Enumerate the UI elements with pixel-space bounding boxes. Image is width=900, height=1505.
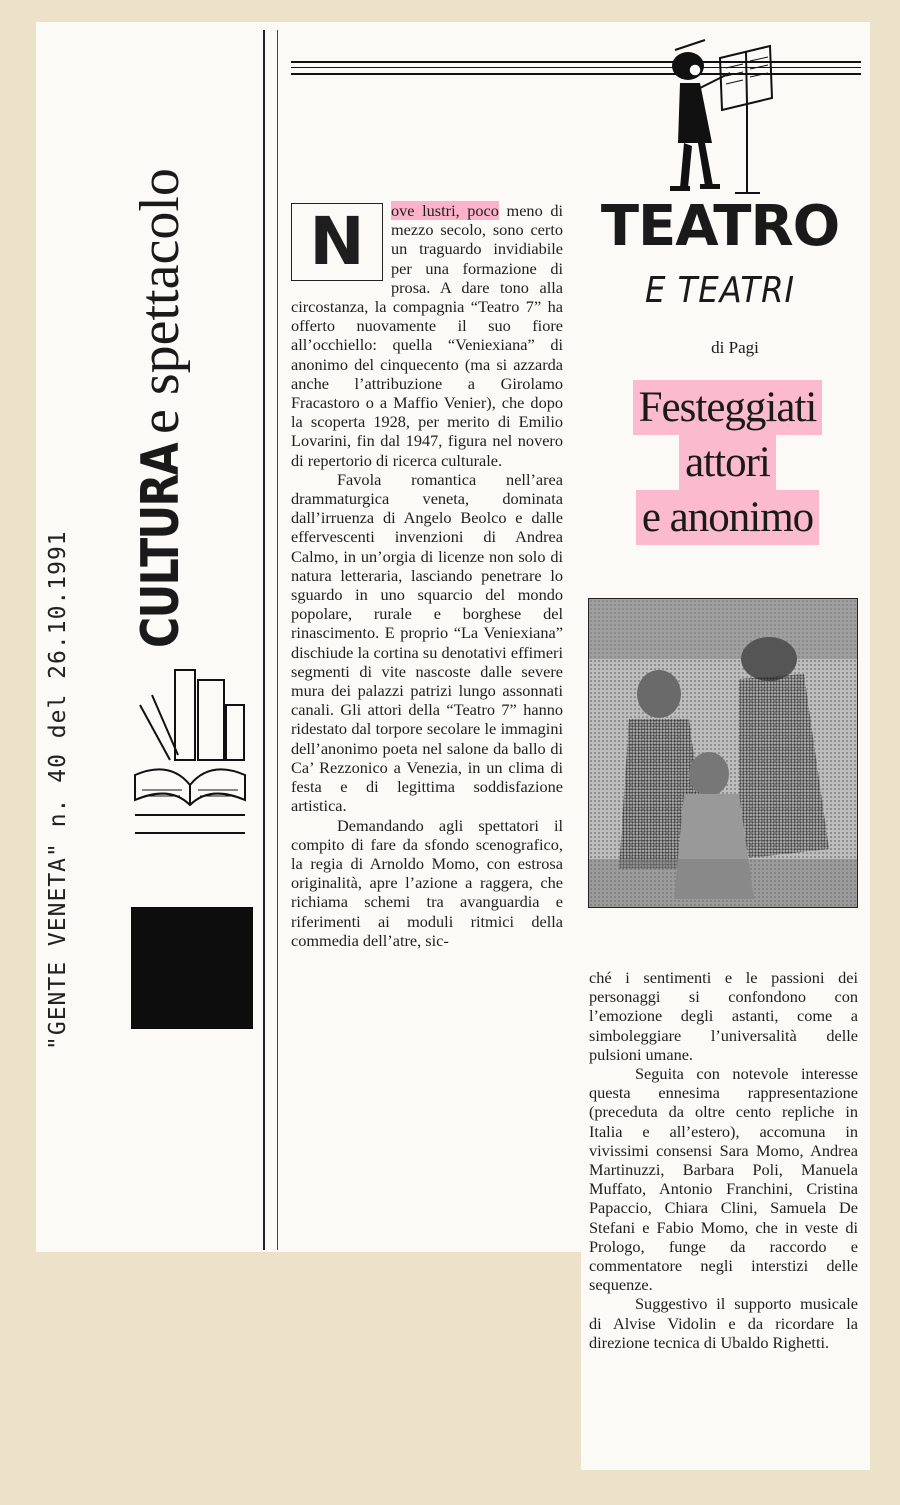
highlighted-text: ove lustri, poco <box>391 201 499 220</box>
byline: di Pagi <box>711 338 759 357</box>
dropcap: N <box>291 203 383 281</box>
section-heading-light: e spettacolo <box>129 168 191 434</box>
paragraph-3: Demandando agli spettatori il compito di fare da sfondo scenografico, la regia di Arnoldo Momo, con estrosa originalità, apre l’azione a raggera, che richiama schemi tra avanguardia e riferimenti ai moduli ritmici della commedia dell’atre, sic- <box>291 815 563 950</box>
musician-illustration <box>650 28 780 198</box>
headline-line-1: Festeggiati <box>633 380 823 435</box>
section-black-block <box>131 907 253 1029</box>
source-stamp: "GENTE VENETA" n. 40 del 26.10.1991 <box>45 530 71 1050</box>
headline-line-3: e anonimo <box>636 490 819 545</box>
section-heading-bold: CULTURA <box>131 443 191 648</box>
column-rule-thin <box>277 30 278 1250</box>
column-subtitle: E TEATRI <box>645 270 795 311</box>
paragraph-2: Favola romantica nell’area drammaturgica veneta, dominata dall’irruenza di Angelo Beolco e dalle effervescenti invenzioni di Andrea Calmo, in un’orgia di licenze non solo di natura letteraria, lasciando penetrare lo sguardo in uno squarcio del mondo popolare, rurale e borghese del rinascimento. E proprio “La Veniexiana” dischiude la cortina su denotativi effimeri segmenti di vite nascoste dalle severe mura dei palazzi patrizi lungo assonnati canali. Gli attori della “Teatro 7” hanno ridestato dal torpore secolare le immagini dell’anonimo poeta nel salone da ballo di Ca’ Rezzonico a Venezia, in un clima di festa e di legittima soddisfazione artistica. <box>291 469 563 816</box>
section-heading <box>125 168 195 648</box>
stage-photo <box>588 598 858 908</box>
books-icon <box>130 665 250 840</box>
column-rule <box>263 30 265 1250</box>
paragraph-1: meno di mezzo secolo, sono certo un traguardo invidiabile per una formazione di prosa. A dare tono alla circostanza, la compagnia “Teatro 7” ha offerto nuovamente il suo fiore all’occhiello: quella “Veniexiana” di anonimo del cinquecento (ma si azzarda anche l’attribuzione a Girolamo Fracastoro o a Maffio Venier), che dopo la scoperta 1928, per merito di Emilio Lovarini, fin dal 1947, figura nel novero di repertorio di ricerca culturale. <box>291 201 563 470</box>
article-column-1 <box>291 201 563 950</box>
headline <box>590 380 865 545</box>
headline-line-2: attori <box>679 435 776 490</box>
paragraph-6: Suggestivo il supporto musicale di Alvise Vidolin e da ricordare la direzione tecnica di Ubaldo Righetti. <box>589 1294 858 1352</box>
column-title: TEATRO <box>600 194 840 259</box>
article-column-2 <box>589 968 858 1352</box>
paragraph-4: ché i sentimenti e le passioni dei personaggi si confondono con l’emozione degli astanti, come a simboleggiare l’universalità delle pulsioni umane. <box>589 968 858 1064</box>
paragraph-5: Seguita con notevole interesse questa ennesima rappresentazione (preceduta da oltre cento repliche in Italia e all’estero), accomuna in vivissimi consensi Sara Momo, Andrea Martinuzzi, Barbara Poli, Manuela Muffato, Antonio Franchini, Cristina Papaccio, Chiara Clini, Samuela De Stefani e Fabio Momo, che in veste di Prologo, funge da raccordo e commentatore negli interstizi delle sequenze. <box>589 1064 858 1295</box>
